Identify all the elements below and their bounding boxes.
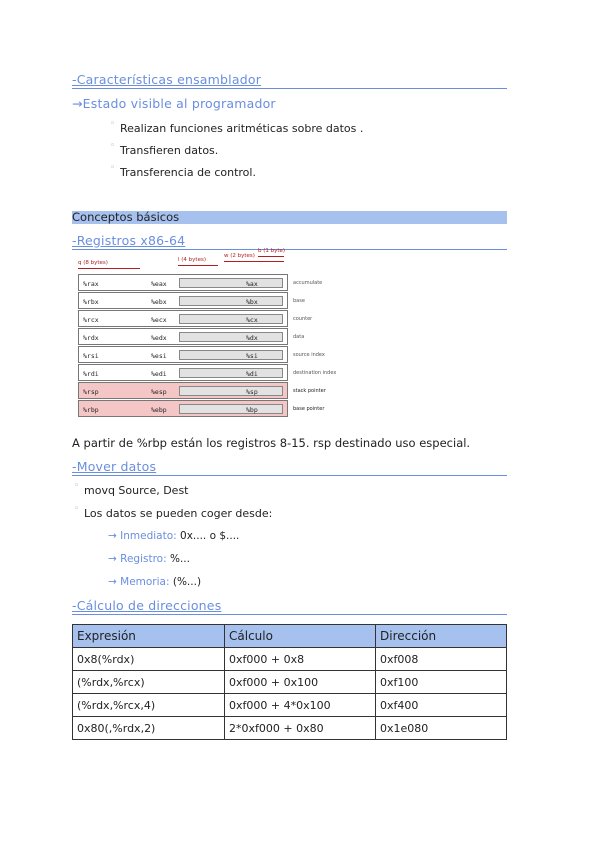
table-row	[73, 717, 507, 740]
bullet-dot-icon: ◦	[110, 163, 116, 173]
source-value: 0x.... o $....	[180, 530, 240, 542]
header-expresion: Expresión	[73, 625, 225, 648]
source-memoria	[108, 576, 201, 588]
register-16: %dx	[246, 334, 258, 342]
divider	[224, 261, 284, 262]
register-16: %si	[246, 352, 258, 360]
register-32: %ebx	[151, 298, 167, 306]
register-row	[78, 328, 288, 345]
table-row	[73, 671, 507, 694]
register-32: %ebp	[151, 406, 167, 414]
cell-direccion: 0xf100	[376, 671, 507, 694]
cell-expresion: 0x80(,%rdx,2)	[73, 717, 225, 740]
cell-expresion: (%rdx,%rcx,4)	[73, 694, 225, 717]
register-row	[78, 346, 288, 363]
list-item	[110, 141, 219, 157]
source-value: %...	[169, 553, 190, 565]
register-row	[78, 292, 288, 309]
bullet-dot-icon: ◦	[74, 481, 80, 491]
register-box	[179, 350, 283, 360]
register-64: %rax	[83, 280, 99, 288]
register-box	[179, 404, 283, 414]
list-item-text: movq Source, Dest	[84, 484, 189, 497]
heading-registros: -Registros x86-64	[72, 233, 507, 250]
cell-expresion: 0x8(%rdx)	[73, 648, 225, 671]
register-row	[78, 364, 288, 381]
divider	[178, 265, 218, 266]
label-8-bytes: q (8 bytes)	[78, 260, 108, 266]
register-description: base	[293, 298, 305, 304]
list-item-text: Transfieren datos.	[120, 144, 219, 157]
list-item	[74, 504, 273, 520]
source-inmediato	[108, 530, 239, 542]
register-64: %rsi	[83, 352, 99, 360]
bullet-dot-icon: ◦	[74, 504, 80, 514]
register-box	[179, 314, 283, 324]
register-32: %esp	[151, 388, 167, 396]
list-item	[110, 119, 364, 135]
register-64: %rbp	[83, 406, 99, 414]
cell-calculo: 0xf000 + 4*0x100	[225, 694, 376, 717]
register-description: accumulate	[293, 280, 323, 286]
register-64: %rsp	[83, 388, 99, 396]
list-item-text: Transferencia de control.	[120, 166, 256, 179]
register-16: %bx	[246, 298, 258, 306]
register-64: %rdx	[83, 334, 99, 342]
source-label: → Inmediato:	[108, 530, 177, 542]
bullet-dot-icon: ◦	[110, 119, 116, 129]
register-32: %esi	[151, 352, 167, 360]
cell-direccion: 0xf008	[376, 648, 507, 671]
list-item-text: Realizan funciones aritméticas sobre datos .	[120, 122, 364, 135]
register-64: %rcx	[83, 316, 99, 324]
register-description: destination index	[293, 370, 337, 376]
register-description: data	[293, 334, 305, 340]
heading-conceptos-basicos: Conceptos básicos	[72, 211, 507, 224]
source-label: → Registro:	[108, 553, 167, 565]
cell-expresion: (%rdx,%rcx)	[73, 671, 225, 694]
label-1-byte: b (1 byte)	[258, 248, 286, 254]
register-64: %rbx	[83, 298, 99, 306]
address-table	[72, 624, 507, 740]
register-box	[179, 296, 283, 306]
cell-calculo: 0xf000 + 0x100	[225, 671, 376, 694]
label-2-bytes: w (2 bytes)	[224, 253, 255, 259]
list-item-text: Los datos se pueden coger desde:	[84, 507, 273, 520]
source-value: (%...)	[172, 576, 202, 588]
source-registro	[108, 553, 190, 565]
register-row-highlighted	[78, 400, 288, 417]
label-4-bytes: l (4 bytes)	[178, 257, 206, 263]
heading-caracteristicas: -Características ensamblador	[72, 72, 507, 89]
heading-calculo-direcciones: -Cálculo de direcciones	[72, 598, 507, 615]
register-box	[179, 368, 283, 378]
register-32: %edx	[151, 334, 167, 342]
register-row	[78, 310, 288, 327]
register-description: source index	[293, 352, 325, 358]
cell-calculo: 0xf000 + 0x8	[225, 648, 376, 671]
heading-mover-datos: -Mover datos	[72, 459, 507, 476]
register-row	[78, 274, 288, 291]
register-32: %eax	[151, 280, 167, 288]
registros-note: A partir de %rbp están los registros 8-15. rsp destinado uso especial.	[72, 436, 471, 450]
register-box	[179, 278, 283, 288]
register-description: stack pointer	[293, 388, 326, 394]
header-calculo: Cálculo	[225, 625, 376, 648]
register-row-highlighted	[78, 382, 288, 399]
register-description: base pointer	[293, 406, 325, 412]
source-label: → Memoria:	[108, 576, 170, 588]
divider	[78, 268, 140, 269]
bullet-dot-icon: ◦	[110, 141, 116, 151]
register-box	[179, 332, 283, 342]
divider	[258, 256, 284, 257]
registers-figure	[78, 248, 378, 420]
register-box	[179, 386, 283, 396]
heading-estado-visible: →Estado visible al programador	[72, 96, 276, 111]
register-16: %cx	[246, 316, 258, 324]
register-64: %rdi	[83, 370, 99, 378]
register-description: counter	[293, 316, 313, 322]
table-header-row	[73, 625, 507, 648]
table-row	[73, 694, 507, 717]
register-32: %edi	[151, 370, 167, 378]
table-row	[73, 648, 507, 671]
register-16: %bp	[246, 406, 258, 414]
list-item	[110, 163, 256, 179]
register-16: %ax	[246, 280, 258, 288]
cell-direccion: 0xf400	[376, 694, 507, 717]
register-16: %di	[246, 370, 258, 378]
list-item	[74, 481, 189, 497]
register-32: %ecx	[151, 316, 167, 324]
register-16: %sp	[246, 388, 258, 396]
cell-calculo: 2*0xf000 + 0x80	[225, 717, 376, 740]
header-direccion: Dirección	[376, 625, 507, 648]
cell-direccion: 0x1e080	[376, 717, 507, 740]
